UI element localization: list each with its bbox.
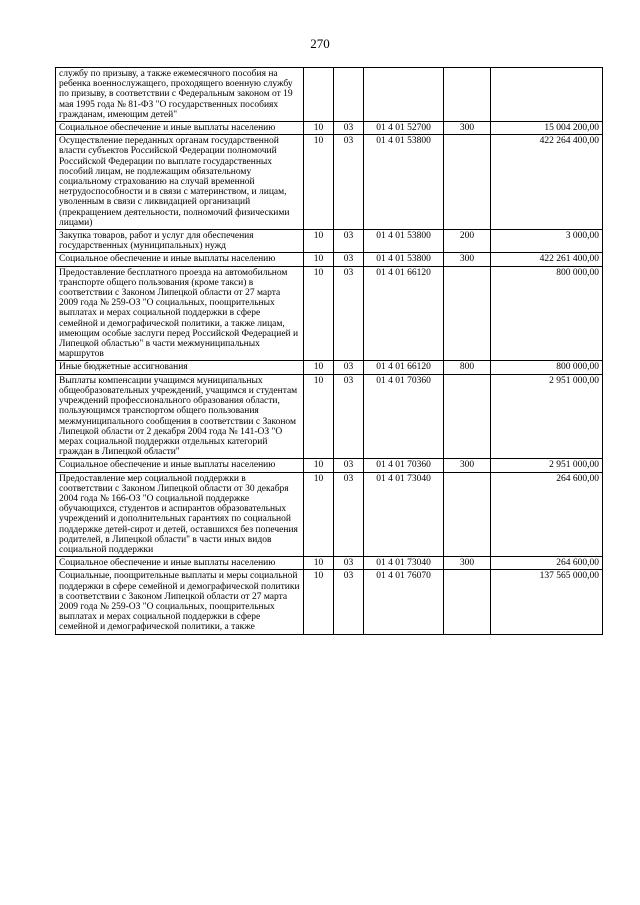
amount-cell: 800 000,00 (491, 361, 603, 374)
section-code-cell: 10 (304, 459, 334, 472)
expense-type-cell: 800 (444, 361, 491, 374)
expense-name-cell: Социальное обеспечение и иные выплаты населению (56, 459, 304, 472)
target-article-cell: 01 4 01 70360 (364, 459, 444, 472)
expense-name-cell: Социальное обеспечение и иные выплаты населению (56, 253, 304, 266)
table-row (56, 472, 603, 557)
subsection-code-cell: 03 (334, 122, 364, 135)
table-row (56, 68, 603, 122)
expense-type-cell (444, 68, 491, 122)
subsection-code-cell: 03 (334, 374, 364, 459)
target-article-cell: 01 4 01 66120 (364, 361, 444, 374)
table-row (56, 122, 603, 135)
target-article-cell: 01 4 01 73040 (364, 472, 444, 557)
expense-name-cell: службу по призыву, а также ежемесячного пособия на ребенка военнослужащего, проходящего военную службу по призыву, в соответствии с Федеральным законом от 19 мая 1995 года № 81-ФЗ "О государственных пособиях гражданам, имеющим детей" (56, 68, 304, 122)
subsection-code-cell: 03 (334, 472, 364, 557)
subsection-code-cell: 03 (334, 361, 364, 374)
target-article-cell (364, 68, 444, 122)
section-code-cell: 10 (304, 361, 334, 374)
amount-cell: 2 951 000,00 (491, 459, 603, 472)
target-article-cell: 01 4 01 70360 (364, 374, 444, 459)
expense-type-cell: 300 (444, 557, 491, 570)
target-article-cell: 01 4 01 53800 (364, 135, 444, 230)
subsection-code-cell: 03 (334, 253, 364, 266)
target-article-cell: 01 4 01 76070 (364, 570, 444, 634)
target-article-cell: 01 4 01 53800 (364, 230, 444, 253)
subsection-code-cell (334, 68, 364, 122)
amount-cell: 137 565 000,00 (491, 570, 603, 634)
amount-cell: 2 951 000,00 (491, 374, 603, 459)
expense-type-cell (444, 472, 491, 557)
expense-name-cell: Предоставление мер социальной поддержки в соответствии с Законом Липецкой области от 30 декабря 2004 года № 166-ОЗ "О социальной поддержке обучающихся, студентов и аспирантов образовательных учреждений и дополнительных гарантиях по социальной поддержке детей-сирот и детей, оставшихся без попечения родителей, в Липецкой области" в части иных видов социальной поддержки (56, 472, 304, 557)
expense-type-cell (444, 135, 491, 230)
table-row (56, 266, 603, 361)
expense-name-cell: Социальные, поощрительные выплаты и меры социальной поддержки в сфере семейной и демографической политики в соответствии с Законом Липецкой области от 27 марта 2009 года № 259-ОЗ "О социальных, поощрительных выплатах и мерах социальной поддержки в сфере семейной и демографической политики, а также (56, 570, 304, 634)
table-row (56, 459, 603, 472)
section-code-cell: 10 (304, 253, 334, 266)
expense-name-cell: Социальное обеспечение и иные выплаты населению (56, 122, 304, 135)
amount-cell: 422 261 400,00 (491, 253, 603, 266)
subsection-code-cell: 03 (334, 230, 364, 253)
amount-cell: 264 600,00 (491, 472, 603, 557)
expense-type-cell: 300 (444, 122, 491, 135)
table-row (56, 374, 603, 459)
target-article-cell: 01 4 01 66120 (364, 266, 444, 361)
section-code-cell: 10 (304, 122, 334, 135)
expense-name-cell: Выплаты компенсации учащимся муниципальных общеобразовательных учреждений, учащимся и студентам учреждений профессионального образования области, пользующимся транспортом общего пользования межмуниципального сообщения в соответствии с Законом Липецкой области от 2 декабря 2004 года № 141-ОЗ "О мерах социальной поддержки отдельных категорий граждан в Липецкой области" (56, 374, 304, 459)
table-row (56, 570, 603, 634)
expense-name-cell: Социальное обеспечение и иные выплаты населению (56, 557, 304, 570)
amount-cell: 422 264 400,00 (491, 135, 603, 230)
expense-type-cell: 300 (444, 459, 491, 472)
expense-type-cell (444, 266, 491, 361)
expense-type-cell: 300 (444, 253, 491, 266)
table-row (56, 253, 603, 266)
amount-cell (491, 68, 603, 122)
expense-name-cell: Осуществление переданных органам государственной власти субъектов Российской Федерации полномочий Российской Федерации по выплате государственных пособий лицам, не подлежащим обязательному социальному страхованию на случай временной нетрудоспособности и в связи с материнством, и лицам, уволенным в связи с ликвидацией организаций (прекращением деятельности, полномочий физическими лицами) (56, 135, 304, 230)
section-code-cell: 10 (304, 472, 334, 557)
expense-name-cell: Закупка товаров, работ и услуг для обеспечения государственных (муниципальных) нужд (56, 230, 304, 253)
subsection-code-cell: 03 (334, 570, 364, 634)
table-row (56, 135, 603, 230)
subsection-code-cell: 03 (334, 135, 364, 230)
expense-type-cell (444, 374, 491, 459)
amount-cell: 3 000,00 (491, 230, 603, 253)
section-code-cell (304, 68, 334, 122)
table-row (56, 557, 603, 570)
target-article-cell: 01 4 01 53800 (364, 253, 444, 266)
section-code-cell: 10 (304, 230, 334, 253)
subsection-code-cell: 03 (334, 459, 364, 472)
section-code-cell: 10 (304, 570, 334, 634)
amount-cell: 15 004 200,00 (491, 122, 603, 135)
table-row (56, 230, 603, 253)
section-code-cell: 10 (304, 557, 334, 570)
budget-table-body (56, 68, 603, 635)
section-code-cell: 10 (304, 135, 334, 230)
section-code-cell: 10 (304, 374, 334, 459)
section-code-cell: 10 (304, 266, 334, 361)
expense-name-cell: Иные бюджетные ассигнования (56, 361, 304, 374)
amount-cell: 264 600,00 (491, 557, 603, 570)
amount-cell: 800 000,00 (491, 266, 603, 361)
expense-name-cell: Предоставление бесплатного проезда на автомобильном транспорте общего пользования (кроме такси) в соответствии с Законом Липецкой области от 27 марта 2009 года № 259-ОЗ "О социальных, поощрительных выплатах и мерах социальной поддержки в сфере семейной и демографической политики, а также лицам, имеющим особые заслуги перед Российской Федерацией и Липецкой областью" в части межмуниципальных маршрутов (56, 266, 304, 361)
target-article-cell: 01 4 01 52700 (364, 122, 444, 135)
budget-table (55, 67, 603, 635)
subsection-code-cell: 03 (334, 266, 364, 361)
table-row (56, 361, 603, 374)
expense-type-cell (444, 570, 491, 634)
expense-type-cell: 200 (444, 230, 491, 253)
target-article-cell: 01 4 01 73040 (364, 557, 444, 570)
subsection-code-cell: 03 (334, 557, 364, 570)
page-number: 270 (310, 36, 330, 51)
